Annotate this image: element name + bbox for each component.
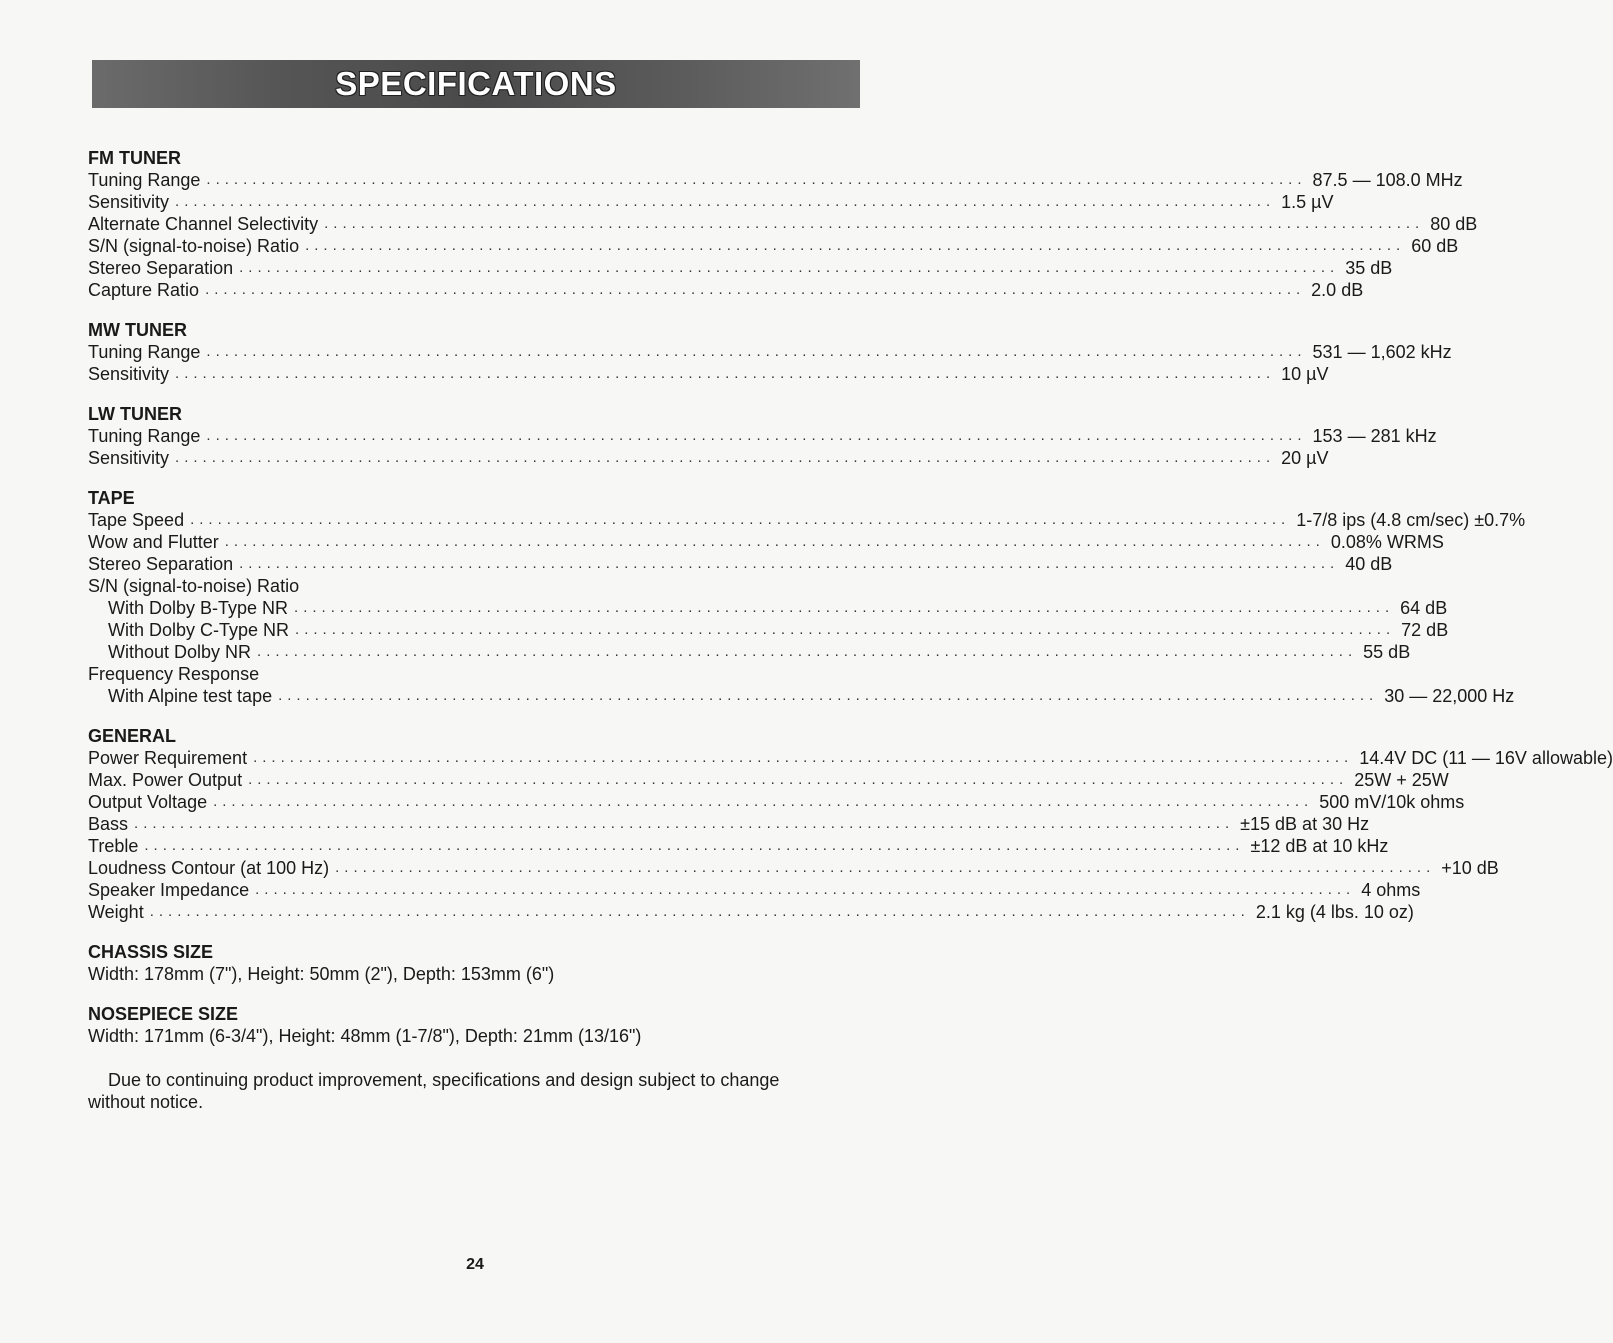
dot-leader: ........................................................................................................................ (175, 449, 1276, 466)
spec-value: 30 — 22,000 Hz (1384, 686, 1515, 706)
spec-row (88, 235, 1459, 257)
spec-label: Speaker Impedance (88, 880, 250, 900)
spec-row (88, 169, 1463, 191)
spec-label: Tuning Range (88, 426, 201, 446)
spec-row (88, 791, 1465, 813)
fm-rows (88, 169, 1478, 301)
spec-label: Stereo Separation (88, 258, 234, 278)
tape-rows (88, 509, 1526, 575)
dot-leader: ........................................................................................................................ (175, 365, 1276, 382)
frequency-response-heading: Frequency Response (88, 664, 260, 684)
spec-label: Treble (88, 836, 139, 856)
spec-value: 4 ohms (1361, 880, 1421, 900)
dot-leader: ........................................................................................................................ (190, 511, 1291, 528)
spec-row (88, 641, 1411, 663)
spec-value: ±15 dB at 30 Hz (1240, 814, 1370, 834)
page-number: 24 (466, 1256, 484, 1273)
spec-value: 531 — 1,602 kHz (1312, 342, 1452, 362)
spec-row (88, 341, 1452, 363)
spec-value: 40 dB (1345, 554, 1393, 574)
section-title: MW TUNER (88, 320, 187, 340)
dot-leader: ........................................................................................................................ (305, 237, 1406, 254)
spec-row (88, 447, 1329, 469)
dot-leader: ........................................................................................................................ (213, 793, 1314, 810)
mw-tuner-section (88, 319, 1452, 385)
dot-leader: ........................................................................................................................ (224, 533, 1325, 550)
spec-label: Weight (88, 902, 144, 922)
spec-row (88, 879, 1421, 901)
dot-leader: ........................................................................................................................ (248, 771, 1349, 788)
spec-label: S/N (signal-to-noise) Ratio (88, 236, 300, 256)
nosepiece-size-section (88, 1003, 858, 1047)
dot-leader: ........................................................................................................................ (175, 193, 1276, 210)
specifications-banner (92, 60, 860, 108)
spec-value: 153 — 281 kHz (1312, 426, 1437, 446)
spec-label: Without Dolby NR (108, 642, 252, 662)
spec-value: 10 µV (1281, 364, 1329, 384)
spec-row (88, 257, 1393, 279)
spec-label: With Alpine test tape (108, 686, 273, 706)
lw-rows (88, 425, 1437, 469)
dot-leader: ........................................................................................................................ (144, 837, 1245, 854)
spec-row (88, 835, 1389, 857)
dot-leader: ........................................................................................................................ (294, 599, 1395, 616)
dot-leader: ........................................................................................................................ (149, 903, 1250, 920)
dot-leader: ........................................................................................................................ (239, 555, 1340, 572)
dot-leader: ........................................................................................................................ (205, 281, 1306, 298)
dot-leader: ........................................................................................................................ (206, 343, 1307, 360)
spec-value: 1-7/8 ips (4.8 cm/sec) ±0.7% (1296, 510, 1526, 530)
section-title: GENERAL (88, 726, 177, 746)
spec-label: Tuning Range (88, 342, 201, 362)
spec-row (88, 363, 1329, 385)
dot-leader: ........................................................................................................................ (255, 881, 1356, 898)
spec-value: 14.4V DC (11 — 16V allowable) (1359, 748, 1613, 768)
spec-value: 0.08% WRMS (1330, 532, 1444, 552)
dot-leader: ........................................................................................................................ (239, 259, 1340, 276)
chassis-size-section (88, 941, 858, 985)
spec-row (88, 279, 1364, 301)
tape-section (88, 487, 1526, 707)
general-section (88, 725, 1613, 923)
spec-value: 72 dB (1401, 620, 1449, 640)
spec-label: Capture Ratio (88, 280, 200, 300)
dot-leader: ........................................................................................................................ (335, 859, 1436, 876)
spec-row (88, 425, 1437, 447)
spec-label: Tape Speed (88, 510, 185, 530)
spec-value: 35 dB (1345, 258, 1393, 278)
section-title: NOSEPIECE SIZE (88, 1004, 239, 1024)
spec-row (88, 619, 1449, 641)
spec-row (88, 213, 1478, 235)
spec-label: Sensitivity (88, 448, 170, 468)
spec-content (88, 147, 1613, 1113)
tape-sn-rows (88, 597, 1449, 663)
spec-value: +10 dB (1441, 858, 1499, 878)
dot-leader: ........................................................................................................................ (134, 815, 1235, 832)
spec-label: With Dolby C-Type NR (108, 620, 290, 640)
spec-row (88, 901, 1414, 923)
chassis-size-text: Width: 178mm (7"), Height: 50mm (2"), Depth: 153mm (6") (88, 964, 555, 984)
spec-value: 2.0 dB (1311, 280, 1364, 300)
spec-label: Sensitivity (88, 192, 170, 212)
spec-row (88, 857, 1499, 879)
sn-ratio-heading: S/N (signal-to-noise) Ratio (88, 576, 300, 596)
spec-label: Max. Power Output (88, 770, 243, 790)
spec-value: 25W + 25W (1354, 770, 1449, 790)
spec-label: Sensitivity (88, 364, 170, 384)
spec-row (88, 509, 1526, 531)
spec-value: 20 µV (1281, 448, 1329, 468)
dot-leader: ........................................................................................................................ (206, 427, 1307, 444)
spec-value: 55 dB (1363, 642, 1411, 662)
nosepiece-size-text: Width: 171mm (6-3/4"), Height: 48mm (1-7/8"), Depth: 21mm (13/16") (88, 1026, 642, 1046)
fm-tuner-section (88, 147, 1478, 301)
spec-value: 500 mV/10k ohms (1319, 792, 1465, 812)
dot-leader: ........................................................................................................................ (206, 171, 1307, 188)
dot-leader: ........................................................................................................................ (295, 621, 1396, 638)
dot-leader: ........................................................................................................................ (253, 749, 1354, 766)
dot-leader: ........................................................................................................................ (324, 215, 1425, 232)
page-title: SPECIFICATIONS (335, 65, 617, 102)
section-title: LW TUNER (88, 404, 182, 424)
dot-leader: ........................................................................................................................ (257, 643, 1358, 660)
section-title: TAPE (88, 488, 135, 508)
spec-row (88, 747, 1613, 769)
spec-label: Stereo Separation (88, 554, 234, 574)
spec-row (88, 597, 1448, 619)
mw-rows (88, 341, 1452, 385)
spec-label: With Dolby B-Type NR (108, 598, 289, 618)
section-title: FM TUNER (88, 148, 181, 168)
section-title: CHASSIS SIZE (88, 942, 214, 962)
spec-row (88, 191, 1334, 213)
spec-value: 87.5 — 108.0 MHz (1312, 170, 1463, 190)
general-rows (88, 747, 1613, 923)
spec-label: Output Voltage (88, 792, 208, 812)
spec-row (88, 531, 1444, 553)
spec-value: 80 dB (1430, 214, 1478, 234)
spec-value: 1.5 µV (1281, 192, 1334, 212)
spec-label: Alternate Channel Selectivity (88, 214, 319, 234)
spec-value: 64 dB (1400, 598, 1448, 618)
spec-label: Power Requirement (88, 748, 248, 768)
spec-row (88, 553, 1393, 575)
spec-value: 60 dB (1411, 236, 1459, 256)
disclaimer-note: Due to continuing product improvement, specifications and design subject to change without notice. (88, 1070, 780, 1112)
spec-value: ±12 dB at 10 kHz (1250, 836, 1389, 856)
spec-value: 2.1 kg (4 lbs. 10 oz) (1255, 902, 1414, 922)
spec-row (88, 813, 1370, 835)
lw-tuner-section (88, 403, 1437, 469)
spec-label: Tuning Range (88, 170, 201, 190)
spec-label: Loudness Contour (at 100 Hz) (88, 858, 330, 878)
dot-leader: ........................................................................................................................ (278, 687, 1379, 704)
spec-label: Wow and Flutter (88, 532, 219, 552)
spec-row (88, 769, 1449, 791)
spec-label: Bass (88, 814, 129, 834)
tape-fr-rows (88, 685, 1515, 707)
spec-row (88, 685, 1515, 707)
